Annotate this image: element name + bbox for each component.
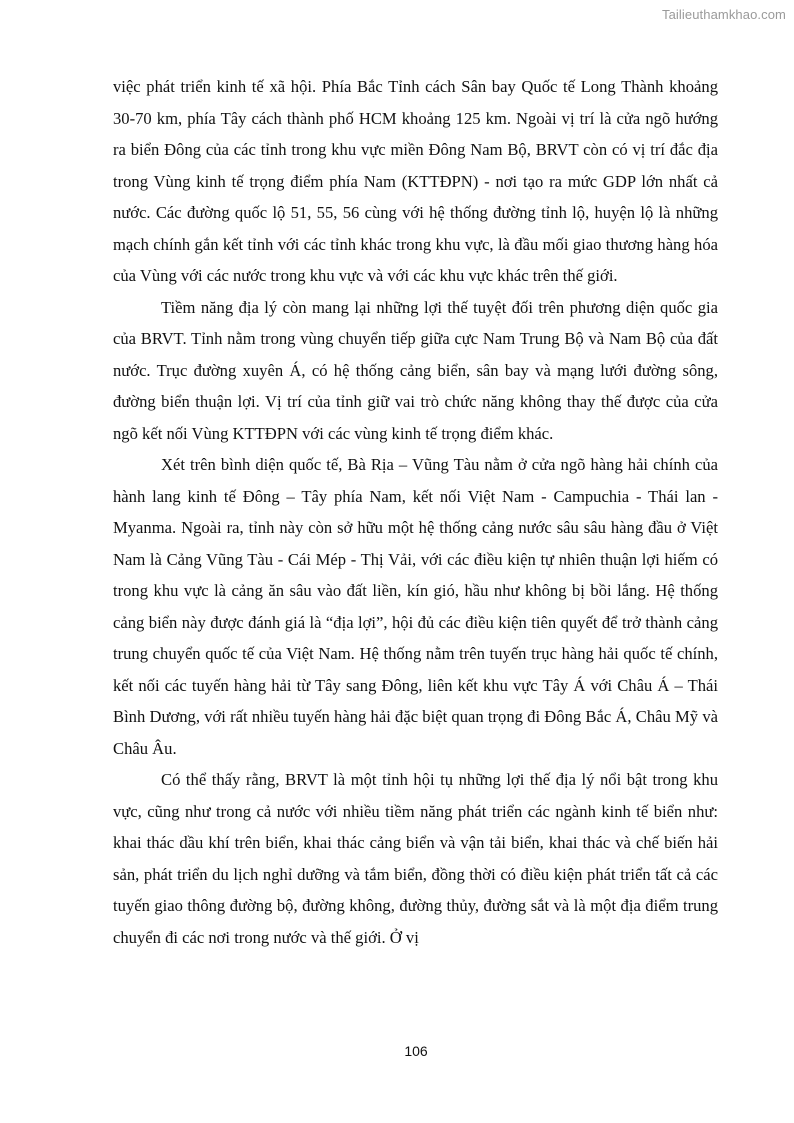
paragraph-1: việc phát triển kinh tế xã hội. Phía Bắc Tỉnh cách Sân bay Quốc tế Long Thành khoảng 30-70 km, phía Tây cách thành phố HCM khoảng 125 km. Ngoài vị trí là cửa ngõ hướng ra biển Đông của các tỉnh trong khu vực miền Đông Nam Bộ, BRVT còn có vị trí đắc địa trong Vùng kinh tế trọng điểm phía Nam (KTTĐPN) - nơi tạo ra mức GDP lớn nhất cả nước. Các đường quốc lộ 51, 55, 56 cùng với hệ thống đường tỉnh lộ, huyện lộ là những mạch chính gắn kết tỉnh với các tỉnh khác trong khu vực, là đầu mối giao thương hàng hóa của Vùng với các nước trong khu vực và với các khu vực khác trên thế giới. [113,77,718,285]
page-number: 106 [404,1043,428,1059]
paragraph-4: Có thể thấy rằng, BRVT là một tỉnh hội tụ những lợi thế địa lý nổi bật trong khu vực, cũng như trong cả nước với nhiều tiềm năng phát triển các ngành kinh tế biển như: khai thác dầu khí trên biển, khai thác cảng biển và vận tải biển, khai thác và chế biến hải sản, phát triển du lịch nghỉ dưỡng và tắm biển, đồng thời có điều kiện phát triển tất cả các tuyến giao thông đường bộ, đường không, đường thủy, đường sắt và là một địa điểm trung chuyển đi các nơi trong nước và thế giới. Ở vị [113,770,718,947]
paragraph-3: Xét trên bình diện quốc tế, Bà Rịa – Vũng Tàu nằm ở cửa ngõ hàng hải chính của hành lang kinh tế Đông – Tây phía Nam, kết nối Việt Nam - Campuchia - Thái lan - Myanma. Ngoài ra, tỉnh này còn sở hữu một hệ thống cảng nước sâu sâu hàng đầu ở Việt Nam là Cảng Vũng Tàu - Cái Mép - Thị Vải, với các điều kiện tự nhiên thuận lợi hiếm có trong khu vực là cảng ăn sâu vào đất liền, kín gió, hầu như không bị bồi lắng. Hệ thống cảng biển này được đánh giá là “địa lợi”, hội đủ các điều kiện tiên quyết để trở thành cảng trung chuyển quốc tế của Việt Nam. Hệ thống nằm trên tuyến trục hàng hải quốc tế chính, kết nối các tuyến hàng hải từ Tây sang Đông, liên kết khu vực Tây Á với Châu Á – Thái Bình Dương, với rất nhiều tuyến hàng hải đặc biệt quan trọng đi Đông Bắc Á, Châu Mỹ và Châu Âu. [113,455,718,758]
watermark: Tailieuthamkhao.com [661,7,786,22]
paragraph-2: Tiềm năng địa lý còn mang lại những lợi thế tuyệt đối trên phương diện quốc gia của BRVT. Tỉnh nằm trong vùng chuyển tiếp giữa cực Nam Trung Bộ và Nam Bộ của đất nước. Trục đường xuyên Á, có hệ thống cảng biển, sân bay và mạng lưới đường sông, đường biển thuận lợi. Vị trí của tỉnh giữ vai trò chức năng không thay thế được của cửa ngõ kết nối Vùng KTTĐPN với các vùng kinh tế trọng điểm khác. [113,297,718,443]
document-body [113,71,718,953]
